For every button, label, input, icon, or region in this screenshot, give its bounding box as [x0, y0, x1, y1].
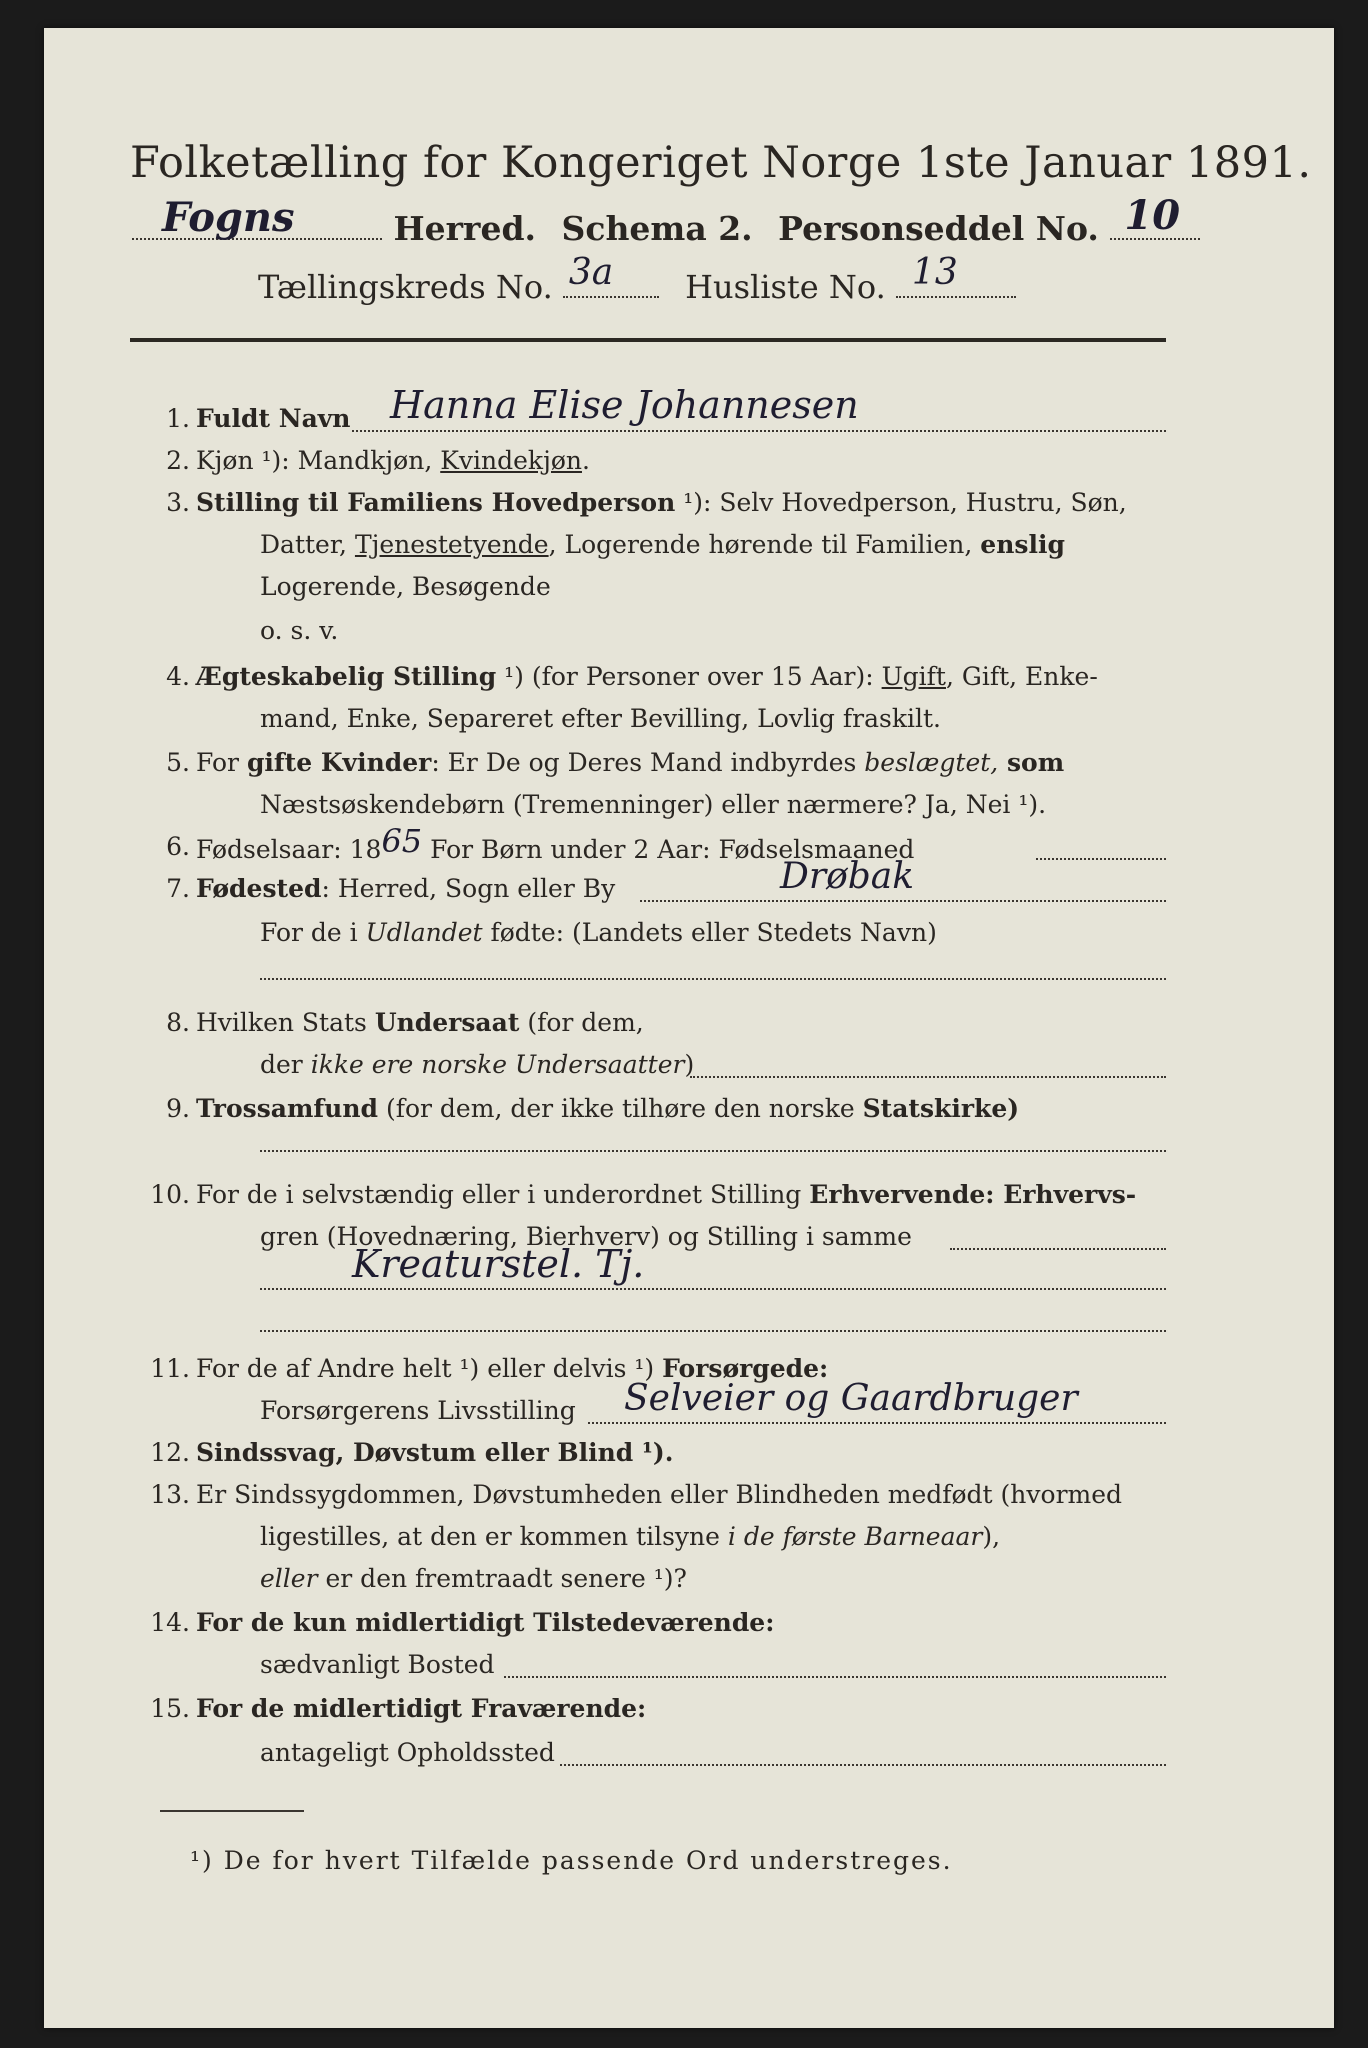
- text: ): [684, 1050, 695, 1079]
- text: ¹) (for Personer over 15 Aar):: [496, 662, 882, 691]
- text: For de af Andre helt ¹) eller delvis ¹): [196, 1354, 663, 1383]
- label: Undersaat: [374, 1008, 520, 1037]
- temporary-residence-field: [560, 1764, 1166, 1766]
- text: : Herred, Sogn eller By: [321, 874, 616, 903]
- header-rule: [130, 338, 1166, 342]
- name-field: [352, 430, 1166, 432]
- usual-residence-field: [504, 1676, 1166, 1678]
- herred-line: [132, 192, 1181, 252]
- text: som: [998, 748, 1065, 777]
- item-text: [260, 528, 1065, 562]
- item-number: 3.: [166, 488, 190, 517]
- text: Datter,: [260, 530, 355, 559]
- item-number: 4.: [166, 662, 190, 691]
- item-number: 5.: [166, 748, 190, 777]
- text: , Gift, Enke-: [945, 662, 1098, 691]
- item-label: Sindssvag, Døvstum eller Blind ¹).: [196, 1438, 674, 1467]
- text: ligestilles, at den er kommen tilsyne: [260, 1522, 728, 1551]
- label: gifte Kvinder: [246, 748, 432, 777]
- underlined: Tjenestetyende: [354, 530, 549, 559]
- item-number: 15.: [150, 1694, 190, 1723]
- item-label: Fuldt Navn: [196, 404, 351, 433]
- occupation-field: [950, 1248, 1166, 1250]
- item-text: [196, 1178, 1136, 1212]
- item-text: [260, 1520, 1000, 1554]
- item-text: [260, 1562, 687, 1596]
- text: Statskirke): [862, 1094, 1020, 1123]
- label: Forsørgede:: [662, 1354, 829, 1383]
- item-number: 14.: [150, 1608, 190, 1637]
- text: For: [196, 748, 247, 777]
- item-text: [260, 916, 937, 950]
- personseddel-field: [1110, 192, 1200, 240]
- kreds-line: [258, 252, 1016, 310]
- text: ¹): Selv Hovedperson, Hustru, Søn,: [675, 488, 1127, 517]
- husliste-field: [896, 252, 1016, 298]
- kreds-label: Tællingskreds No.: [258, 268, 553, 306]
- item-number: 6.: [166, 832, 190, 861]
- label: Trossamfund: [196, 1094, 379, 1123]
- birthplace-value: Drøbak: [780, 856, 915, 897]
- text: enslig: [980, 530, 1065, 559]
- form-title: Folketælling for Kongeriget Norge 1ste Januar 1891.: [130, 138, 1312, 188]
- item-number: 9.: [166, 1094, 190, 1123]
- herred-label: Herred.: [393, 209, 537, 248]
- text: beslægtet,: [864, 748, 999, 777]
- personseddel-label: Personseddel No.: [778, 209, 1099, 248]
- husliste-label: Husliste No.: [685, 268, 886, 306]
- item-number: 10.: [150, 1180, 190, 1209]
- provider-value: Selveier og Gaardbruger: [624, 1378, 1078, 1419]
- provider-field: [588, 1422, 1166, 1424]
- item-number: 1.: [166, 404, 190, 433]
- item-text: Forsørgerens Livsstilling: [260, 1396, 576, 1425]
- item-text: [196, 444, 590, 478]
- text: : Er De og Deres Mand indbyrdes: [431, 748, 865, 777]
- item-text: antageligt Opholdssted: [260, 1738, 555, 1767]
- text: (for dem, der ikke tilhøre den norske: [378, 1094, 863, 1123]
- suffix: .: [581, 446, 590, 475]
- item-text: o. s. v.: [260, 616, 339, 645]
- label: Ægteskabelig Stilling: [196, 662, 497, 691]
- label: Fødselsaar: 18: [196, 835, 382, 864]
- herred-field: [132, 194, 382, 241]
- item-text: [196, 1092, 1019, 1126]
- label: Kjøn ¹): Mandkjøn,: [196, 446, 441, 475]
- item-text: [196, 1006, 644, 1040]
- underlined: Kvindekjøn: [440, 446, 582, 475]
- birth-month-field: [1036, 858, 1166, 860]
- item-text: [196, 660, 1098, 694]
- abroad-field: [260, 978, 1166, 980]
- text: ikke ere norske Undersaatter: [310, 1050, 685, 1079]
- text: der: [260, 1050, 311, 1079]
- personseddel-value: 10: [1124, 192, 1181, 239]
- text: , Logerende hørende til Familien,: [548, 530, 981, 559]
- text: For de i selvstændig eller i underordnet Stilling: [196, 1180, 810, 1209]
- text: er den fremtraadt senere ¹)?: [317, 1564, 687, 1593]
- item-number: 11.: [150, 1354, 190, 1383]
- item-text: gren (Hovednæring, Bierhverv) og Stilling i samme: [260, 1222, 912, 1251]
- label: Fødested: [196, 874, 322, 903]
- item-text: mand, Enke, Separeret efter Bevilling, Lovlig fraskilt.: [260, 704, 941, 733]
- text: ),: [982, 1522, 1001, 1551]
- item-text: Er Sindssygdommen, Døvstumheden eller Blindheden medfødt (hvormed: [196, 1480, 1123, 1509]
- citizenship-field: [690, 1076, 1166, 1078]
- kreds-value: 3a: [568, 252, 614, 293]
- item-label: For de midlertidigt Fraværende:: [196, 1694, 647, 1723]
- label: Stilling til Familiens Hovedperson: [196, 488, 676, 517]
- item-text: [196, 872, 615, 906]
- occupation-line-3: [260, 1330, 1166, 1332]
- item-text: Logerende, Besøgende: [260, 572, 551, 601]
- text: fødte: (Landets eller Stedets Navn): [482, 918, 937, 947]
- kreds-field: [563, 252, 659, 298]
- herred-value: Fogns: [162, 194, 295, 241]
- item-text: [196, 486, 1127, 520]
- text: eller: [260, 1564, 318, 1593]
- item-number: 13.: [150, 1480, 190, 1509]
- item-text: [260, 1048, 694, 1082]
- occupation-value: Kreaturstel. Tj.: [352, 1242, 645, 1286]
- text: i de første Barneaar: [727, 1522, 983, 1551]
- item-number: 2.: [166, 446, 190, 475]
- husliste-value: 13: [911, 252, 958, 293]
- occupation-line-2: [260, 1288, 1166, 1290]
- item-label: For de kun midlertidigt Tilstedeværende:: [196, 1608, 775, 1637]
- item-text: sædvanligt Bosted: [260, 1650, 495, 1679]
- footnote: ¹) De for hvert Tilfælde passende Ord understreges.: [190, 1846, 953, 1875]
- footnote-rule: [160, 1810, 304, 1812]
- item-number: 7.: [166, 874, 190, 903]
- item-text: Næstsøskendebørn (Tremenninger) eller nærmere? Ja, Nei ¹).: [260, 790, 1047, 819]
- underlined: Ugift: [881, 662, 946, 691]
- item-number: 8.: [166, 1008, 190, 1037]
- birth-year-value: 65: [381, 822, 423, 860]
- text: Hvilken Stats: [196, 1008, 375, 1037]
- schema-label: Schema 2.: [561, 209, 753, 248]
- text: For de i: [260, 918, 366, 947]
- text: Udlandet: [365, 918, 483, 947]
- text: (for dem,: [519, 1008, 644, 1037]
- text: For Børn under 2 Aar: Fødselsmaaned: [422, 835, 915, 864]
- item-text: [196, 746, 1064, 780]
- label: Erhvervende: Erhvervs-: [809, 1180, 1137, 1209]
- name-value: Hanna Elise Johannesen: [390, 383, 859, 427]
- birthplace-field: [640, 900, 1166, 902]
- item-number: 12.: [150, 1438, 190, 1467]
- religion-field: [260, 1150, 1166, 1152]
